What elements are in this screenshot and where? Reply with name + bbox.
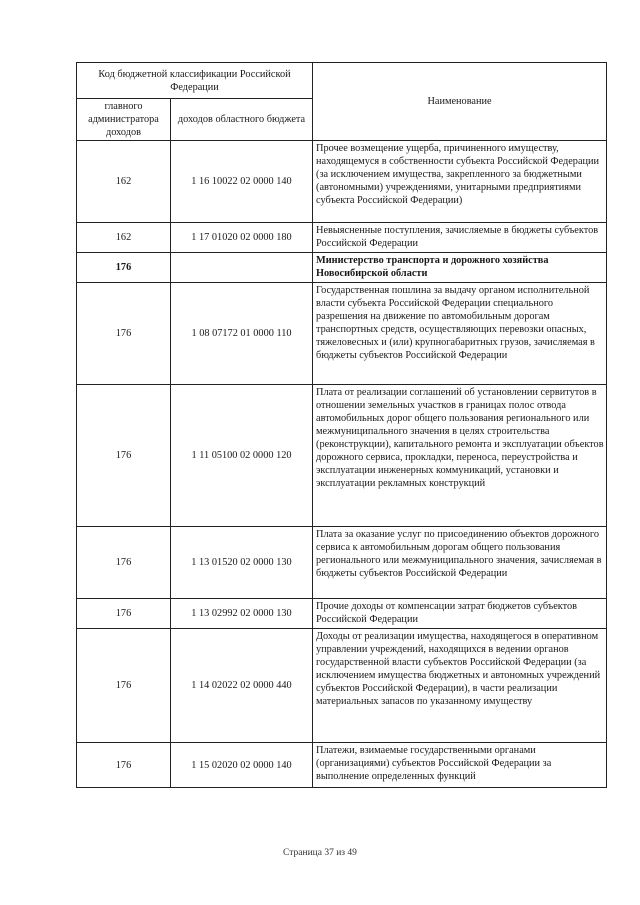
- income-code-cell: 1 17 01020 02 0000 180: [171, 223, 313, 253]
- name-cell: Плата за оказание услуг по присоединению объектов дорожного сервиса к автомобильным дорогам общего пользования регионального или межмуниципального значения, зачисляемая в бюджеты субъектов Российской Федерации: [313, 527, 607, 599]
- budget-classification-table: [76, 62, 607, 788]
- table-row: [77, 283, 607, 385]
- income-code-cell: 1 13 01520 02 0000 130: [171, 527, 313, 599]
- admin-code-cell: 176: [77, 253, 171, 283]
- table-row: [77, 223, 607, 253]
- table-row: [77, 141, 607, 223]
- table-row: [77, 385, 607, 527]
- name-cell: Прочие доходы от компенсации затрат бюджетов субъектов Российской Федерации: [313, 599, 607, 629]
- name-cell: Платежи, взимаемые государственными органами (организациями) субъектов Российской Федерации за выполнение определенных функций: [313, 743, 607, 788]
- header-group-cell: Код бюджетной классификации Российской Федерации: [77, 63, 313, 99]
- admin-code-cell: 176: [77, 629, 171, 743]
- table-row: [77, 527, 607, 599]
- header-income-cell: доходов областного бюджета: [171, 99, 313, 141]
- admin-code-cell: 176: [77, 527, 171, 599]
- income-code-cell: 1 14 02022 02 0000 440: [171, 629, 313, 743]
- name-cell: Невыясненные поступления, зачисляемые в бюджеты субъектов Российской Федерации: [313, 223, 607, 253]
- admin-code-cell: 162: [77, 223, 171, 253]
- income-code-cell: [171, 253, 313, 283]
- table-row: [77, 629, 607, 743]
- name-cell: Доходы от реализации имущества, находящегося в оперативном управлении учреждений, находящихся в ведении органов государственной власти субъектов Российской Федерации (за исключением имущества бюджетных и автономных учреждений субъектов Российской Федерации), в части реализации материальных запасов по указанному имуществу: [313, 629, 607, 743]
- name-cell: Государственная пошлина за выдачу органом исполнительной власти субъекта Российской Федерации специального разрешения на движение по автомобильным дорогам транспортных средств, осуществляющих перевозки опасных, тяжеловесных и (или) крупногабаритных грузов, зачисляемая в бюджеты субъектов Российской Федерации: [313, 283, 607, 385]
- admin-code-cell: 176: [77, 283, 171, 385]
- table-row-section-header: [77, 253, 607, 283]
- table-header-row: [77, 63, 607, 99]
- admin-code-cell: 162: [77, 141, 171, 223]
- admin-code-cell: 176: [77, 385, 171, 527]
- income-code-cell: 1 16 10022 02 0000 140: [171, 141, 313, 223]
- table-row: [77, 599, 607, 629]
- page-number-footer: Страница 37 из 49: [283, 848, 357, 858]
- name-cell: Плата от реализации соглашений об установлении сервитутов в отношении земельных участков в границах полос отвода автомобильных дорог общего пользования регионального или межмуниципального значения в целях строительства (реконструкции), капитального ремонта и эксплуатации объектов дорожного сервиса, прокладки, переноса, переустройства и эксплуатации инженерных коммуникаций, установки и эксплуатации рекламных конструкций: [313, 385, 607, 527]
- income-code-cell: 1 11 05100 02 0000 120: [171, 385, 313, 527]
- income-code-cell: 1 15 02020 02 0000 140: [171, 743, 313, 788]
- income-code-cell: 1 13 02992 02 0000 130: [171, 599, 313, 629]
- table-row: [77, 743, 607, 788]
- ministry-name-cell: Министерство транспорта и дорожного хозяйства Новосибирской области: [313, 253, 607, 283]
- header-admin-cell: главного администратора доходов: [77, 99, 171, 141]
- header-name-cell: Наименование: [313, 63, 607, 141]
- admin-code-cell: 176: [77, 599, 171, 629]
- income-code-cell: 1 08 07172 01 0000 110: [171, 283, 313, 385]
- admin-code-cell: 176: [77, 743, 171, 788]
- name-cell: Прочее возмещение ущерба, причиненного имуществу, находящемуся в собственности субъекта Российской Федерации (за исключением имущества, закрепленного за бюджетными (автономными) учреждениями, унитарными предприятиями субъекта Российской Федерации): [313, 141, 607, 223]
